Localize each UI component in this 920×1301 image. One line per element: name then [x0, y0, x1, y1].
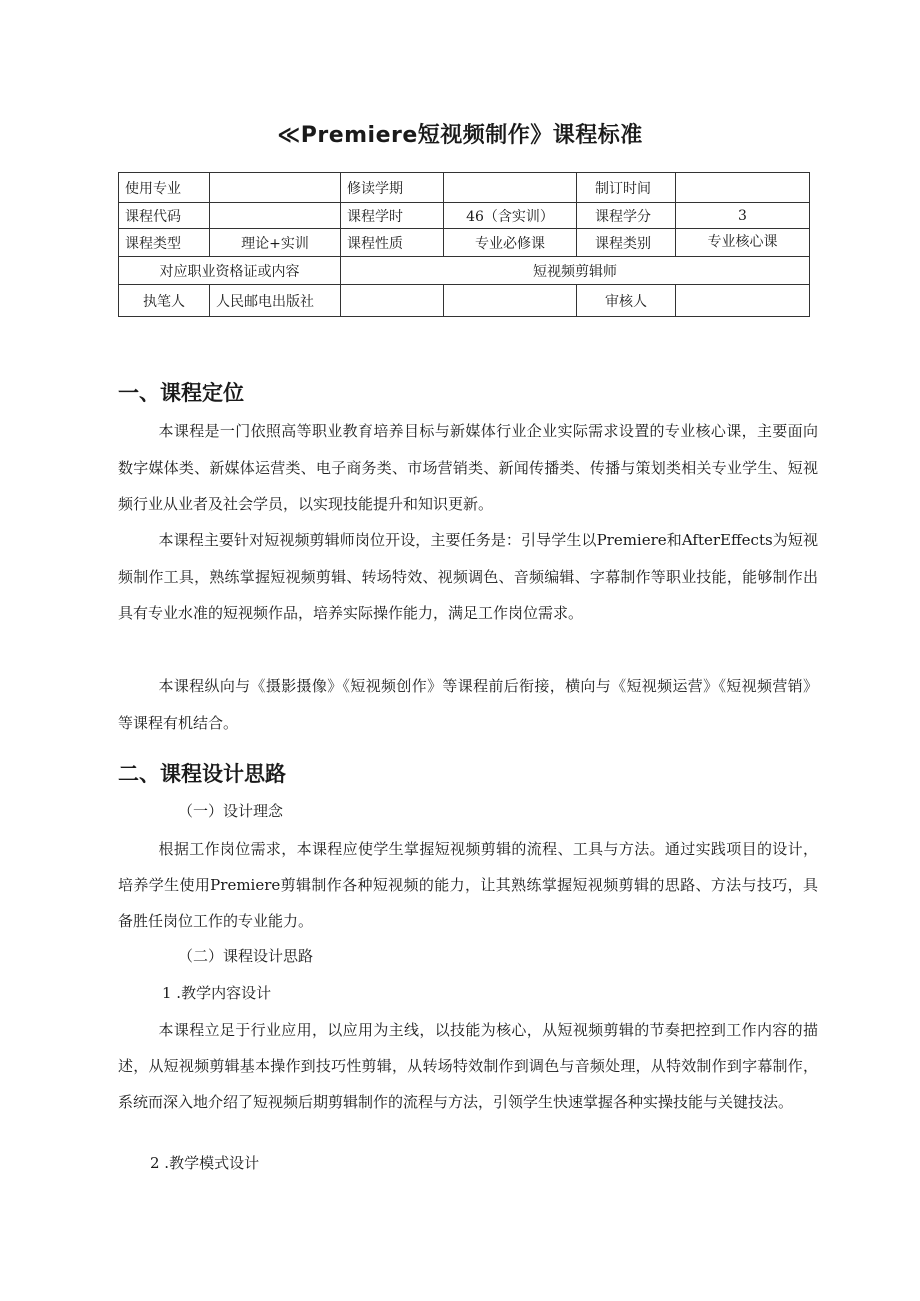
- value-semester: [444, 173, 577, 203]
- section-heading-positioning: 一、课程定位: [118, 381, 244, 405]
- value-major: [210, 173, 341, 203]
- label-nature: 课程性质: [341, 229, 444, 257]
- list-item-teaching-mode: 2 .教学模式设计: [150, 1154, 260, 1172]
- label-category: 课程类别: [577, 229, 676, 257]
- paragraph-design-concept: 根据工作岗位需求，本课程应使学生掌握短视频剪辑的流程、工具与方法。通过实践项目的设计，培养学生使用Premiere剪辑制作各种短视频的能力，让其熟练掌握短视频剪辑的思路、方法与技巧，具备胜任岗位工作的专业能力。: [118, 840, 818, 930]
- label-major: 使用专业: [119, 173, 210, 203]
- table-row: [119, 257, 810, 285]
- table-row: [119, 203, 810, 229]
- value-reviewer: [676, 285, 810, 317]
- subheading-design-approach: （二）课程设计思路: [178, 947, 314, 965]
- course-info-table: [118, 172, 810, 317]
- label-code: 课程代码: [119, 203, 210, 229]
- label-type: 课程类型: [119, 229, 210, 257]
- list-item-content-design: 1 .教学内容设计: [162, 984, 272, 1002]
- paragraph-positioning-3: 本课程纵向与《摄影摄像》《短视频创作》等课程前后衔接，横向与《短视频运营》《短视频营销》等课程有机结合。: [118, 677, 818, 732]
- label-hours: 课程学时: [341, 203, 444, 229]
- value-type: 理论+实训: [210, 229, 341, 257]
- value-nature: 专业必修课: [444, 229, 577, 257]
- paragraph-positioning-1: 本课程是一门依照高等职业教育培养目标与新媒体行业企业实际需求设置的专业核心课，主要面向数字媒体类、新媒体运营类、电子商务类、市场营销类、新闻传播类、传播与策划类相关专业学生、短视频行业从业者及社会学员，以实现技能提升和知识更新。: [118, 422, 818, 513]
- label-author: 执笔人: [119, 285, 210, 317]
- table-row: [119, 285, 810, 317]
- empty-cell: [444, 285, 577, 317]
- document-title: ≪Premiere短视频制作》课程标准: [277, 123, 643, 148]
- value-credits: 3: [676, 203, 810, 229]
- label-date: 制订时间: [577, 173, 676, 203]
- table-row: [119, 229, 810, 257]
- value-category: 专业核心课: [676, 229, 810, 257]
- empty-cell: [341, 285, 444, 317]
- label-credits: 课程学分: [577, 203, 676, 229]
- subheading-design-concept: （一）设计理念: [178, 802, 284, 820]
- value-code: [210, 203, 341, 229]
- table-row: [119, 173, 810, 203]
- value-certification: 短视频剪辑师: [341, 257, 810, 285]
- section-heading-design: 二、课程设计思路: [118, 762, 286, 786]
- label-semester: 修读学期: [341, 173, 444, 203]
- label-reviewer: 审核人: [577, 285, 676, 317]
- paragraph-content-design: 本课程立足于行业应用，以应用为主线，以技能为核心，从短视频剪辑的节奏把控到工作内容的描述，从短视频剪辑基本操作到技巧性剪辑，从转场特效制作到调色与音频处理，从特效制作到字幕制作，系统而深入地介绍了短视频后期剪辑制作的流程与方法，引领学生快速掌握各种实操技能与关键技法。: [118, 1021, 818, 1111]
- paragraph-positioning-2: 本课程主要针对短视频剪辑师岗位开设，主要任务是：引导学生以Premiere和AfterEffects为短视频制作工具，熟练掌握短视频剪辑、转场特效、视频调色、音频编辑、字幕制作等职业技能，能够制作出具有专业水准的短视频作品，培养实际操作能力，满足工作岗位需求。: [118, 531, 818, 622]
- value-date: [676, 173, 810, 203]
- value-author: 人民邮电出版社: [210, 285, 341, 317]
- value-hours: 46（含实训）: [444, 203, 577, 229]
- label-certification: 对应职业资格证或内容: [119, 257, 341, 285]
